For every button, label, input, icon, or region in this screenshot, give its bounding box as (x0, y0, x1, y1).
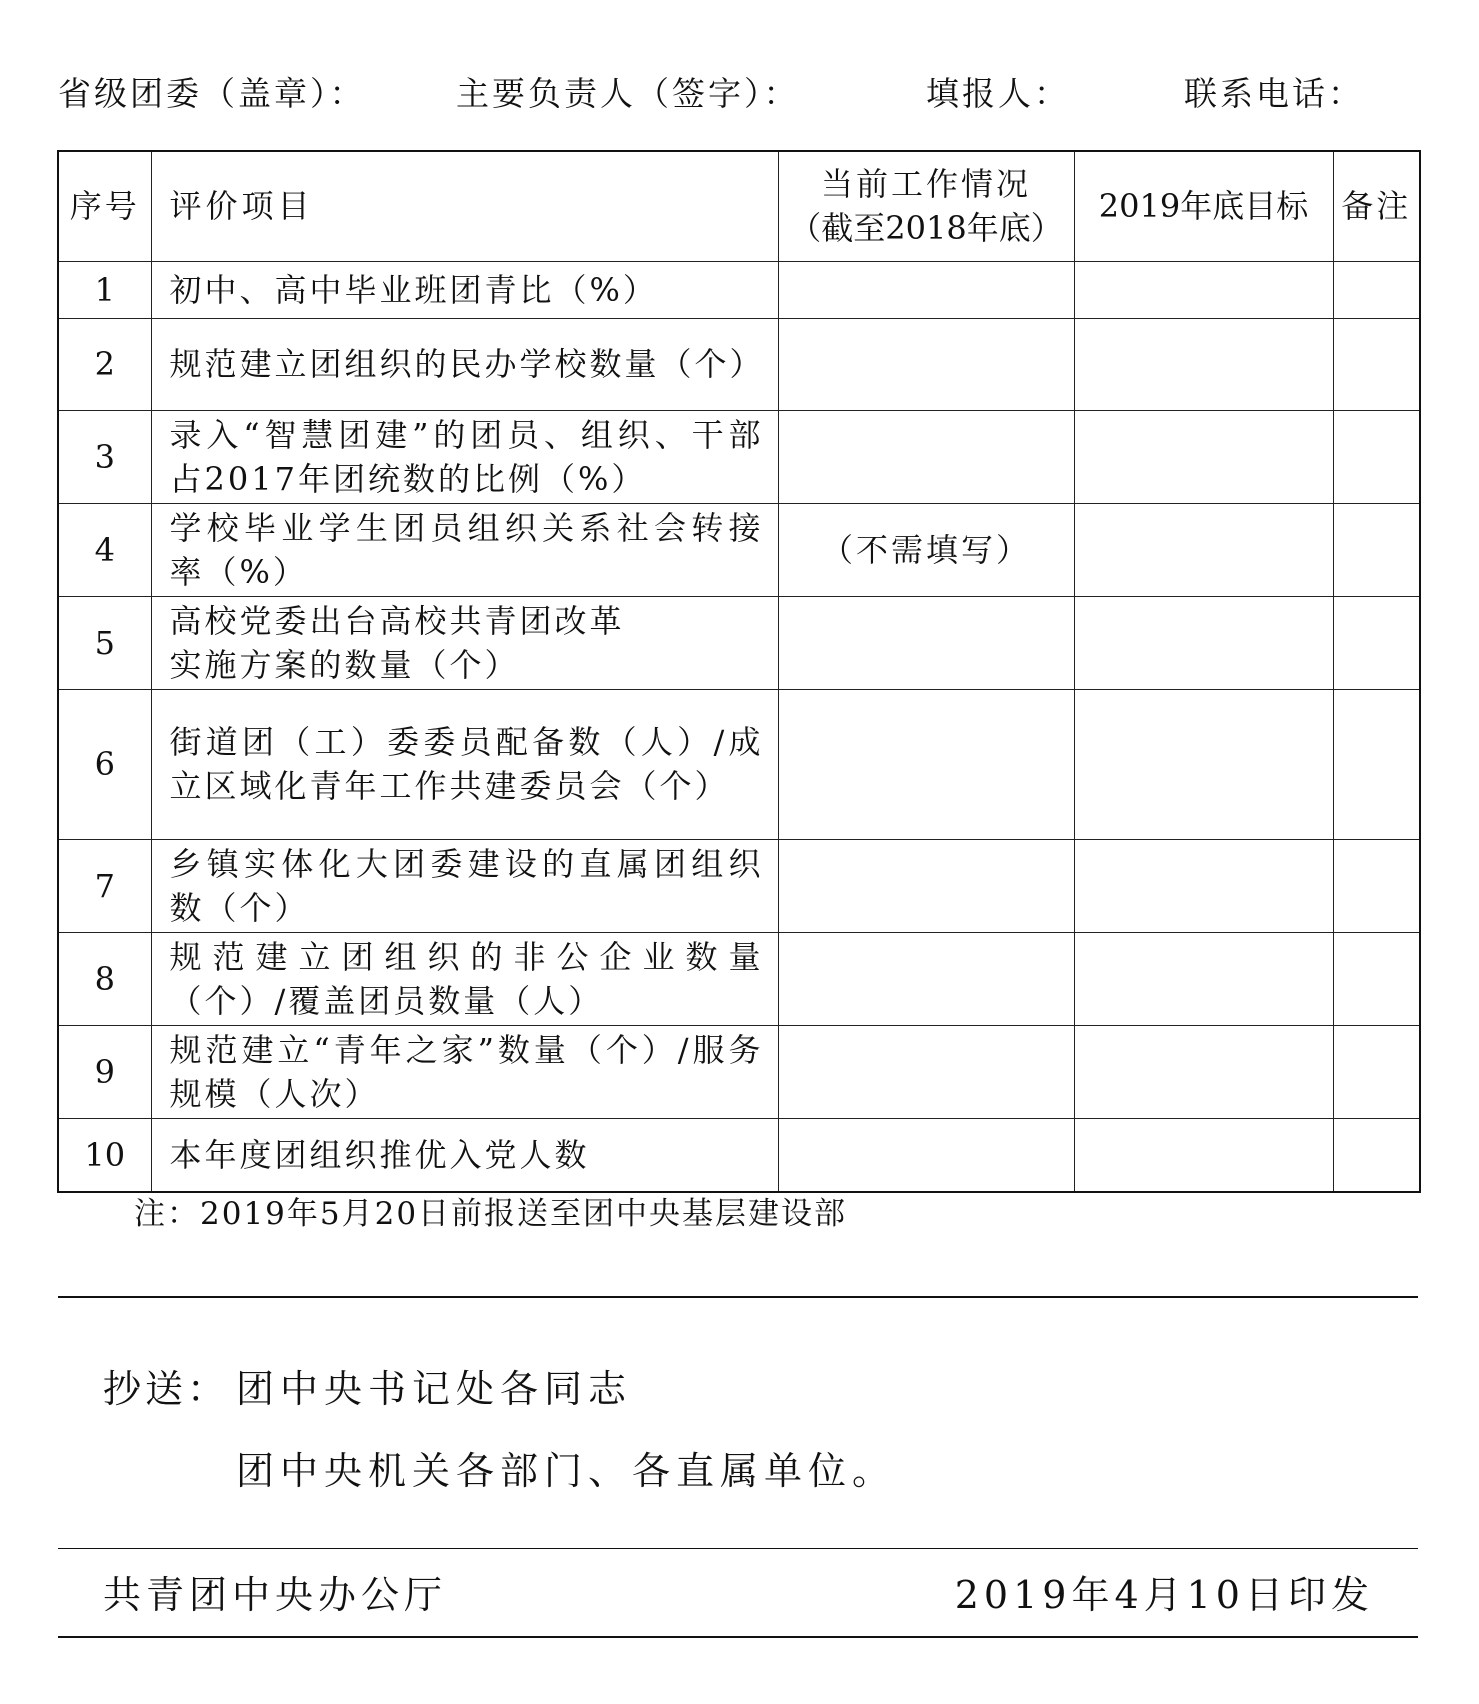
cc-label: 抄送： (103, 1367, 230, 1411)
phone-label: 联系电话： (1184, 74, 1364, 113)
row-remarks-cell[interactable] (1333, 503, 1420, 596)
row-item-line2: 实施方案的数量（个） (169, 645, 520, 684)
row-current-cell[interactable] (778, 839, 1074, 932)
issue-date: 2019年4月10日印发 (954, 1573, 1374, 1617)
row-remarks-cell[interactable] (1333, 839, 1420, 932)
table-row (58, 410, 1420, 503)
row-current-cell[interactable] (778, 596, 1074, 689)
table-row (58, 261, 1420, 318)
row-item: 规范建立团组织的民办学校数量（个） (151, 318, 778, 410)
row-current-cell[interactable] (778, 932, 1074, 1025)
row-target-cell[interactable] (1074, 596, 1333, 689)
cc-recipient-line1: 团中央书记处各同志 (236, 1367, 633, 1411)
col-header-index: 序号 (58, 151, 151, 261)
row-index: 9 (58, 1025, 151, 1118)
row-remarks-cell[interactable] (1333, 1118, 1420, 1192)
seal-label: 省级团委（盖章）： (58, 74, 366, 113)
row-remarks-cell[interactable] (1333, 596, 1420, 689)
row-remarks-cell[interactable] (1333, 261, 1420, 318)
filler-label: 填报人： (926, 74, 1070, 113)
table-row (58, 932, 1420, 1025)
row-index: 10 (58, 1118, 151, 1192)
row-remarks-cell[interactable] (1333, 932, 1420, 1025)
row-remarks-cell[interactable] (1333, 689, 1420, 839)
col-header-current-line2: （截至2018年底） (789, 209, 1063, 248)
table-header-row (58, 151, 1420, 261)
row-index: 8 (58, 932, 151, 1025)
submission-note: 注：2019年5月20日前报送至团中央基层建设部 (134, 1196, 848, 1232)
row-item-line1: 高校党委出台高校共青团改革 (169, 601, 625, 640)
row-item: 乡镇实体化大团委建设的直属团组织数（个） (151, 839, 778, 932)
row-item: 街道团（工）委委员配备数（人）/成立区域化青年工作共建委员会（个） (151, 689, 778, 839)
row-target-cell[interactable] (1074, 503, 1333, 596)
divider-bottom (58, 1636, 1418, 1638)
row-remarks-cell[interactable] (1333, 410, 1420, 503)
row-current-cell: （不需填写） (778, 503, 1074, 596)
row-index: 5 (58, 596, 151, 689)
table-row (58, 596, 1420, 689)
row-remarks-cell[interactable] (1333, 1025, 1420, 1118)
table-row (58, 1118, 1420, 1192)
row-item: 规范建立团组织的非公企业数量（个）/覆盖团员数量（人） (151, 932, 778, 1025)
row-target-cell[interactable] (1074, 410, 1333, 503)
row-current-cell[interactable] (778, 318, 1074, 410)
row-item: 初中、高中毕业班团青比（%） (151, 261, 778, 318)
row-index: 3 (58, 410, 151, 503)
row-current-cell[interactable] (778, 261, 1074, 318)
row-target-cell[interactable] (1074, 1025, 1333, 1118)
col-header-target: 2019年底目标 (1074, 151, 1333, 261)
row-index: 1 (58, 261, 151, 318)
row-item: 规范建立“青年之家”数量（个）/服务规模（人次） (151, 1025, 778, 1118)
row-target-cell[interactable] (1074, 932, 1333, 1025)
row-index: 2 (58, 318, 151, 410)
table-row (58, 318, 1420, 410)
table-row (58, 1025, 1420, 1118)
divider-middle (58, 1548, 1418, 1549)
cc-recipient-line2: 团中央机关各部门、各直属单位。 (236, 1449, 897, 1493)
col-header-current (778, 151, 1074, 261)
form-header (58, 68, 1418, 112)
row-current-cell[interactable] (778, 410, 1074, 503)
row-index: 6 (58, 689, 151, 839)
row-item: 学校毕业学生团员组织关系社会转接率（%） (151, 503, 778, 596)
row-index: 7 (58, 839, 151, 932)
col-header-remarks: 备注 (1333, 151, 1420, 261)
row-current-cell[interactable] (778, 1118, 1074, 1192)
row-target-cell[interactable] (1074, 261, 1333, 318)
table-row (58, 689, 1420, 839)
row-target-cell[interactable] (1074, 1118, 1333, 1192)
row-target-cell[interactable] (1074, 689, 1333, 839)
table-row (58, 839, 1420, 932)
row-item: 本年度团组织推优入党人数 (151, 1118, 778, 1192)
row-remarks-cell[interactable] (1333, 318, 1420, 410)
row-target-cell[interactable] (1074, 318, 1333, 410)
principal-signature-label: 主要负责人（签字）： (456, 74, 800, 113)
row-item: 录入“智慧团建”的团员、组织、干部占2017年团统数的比例（%） (151, 410, 778, 503)
row-target-cell[interactable] (1074, 839, 1333, 932)
row-item (151, 596, 778, 689)
divider-top (58, 1296, 1418, 1298)
col-header-current-line1: 当前工作情况 (820, 165, 1031, 204)
table-row (58, 503, 1420, 596)
row-current-cell[interactable] (778, 1025, 1074, 1118)
row-index: 4 (58, 503, 151, 596)
evaluation-table (57, 150, 1421, 1193)
col-header-item: 评价项目 (151, 151, 778, 261)
row-current-cell[interactable] (778, 689, 1074, 839)
issuer-name: 共青团中央办公厅 (103, 1573, 448, 1617)
